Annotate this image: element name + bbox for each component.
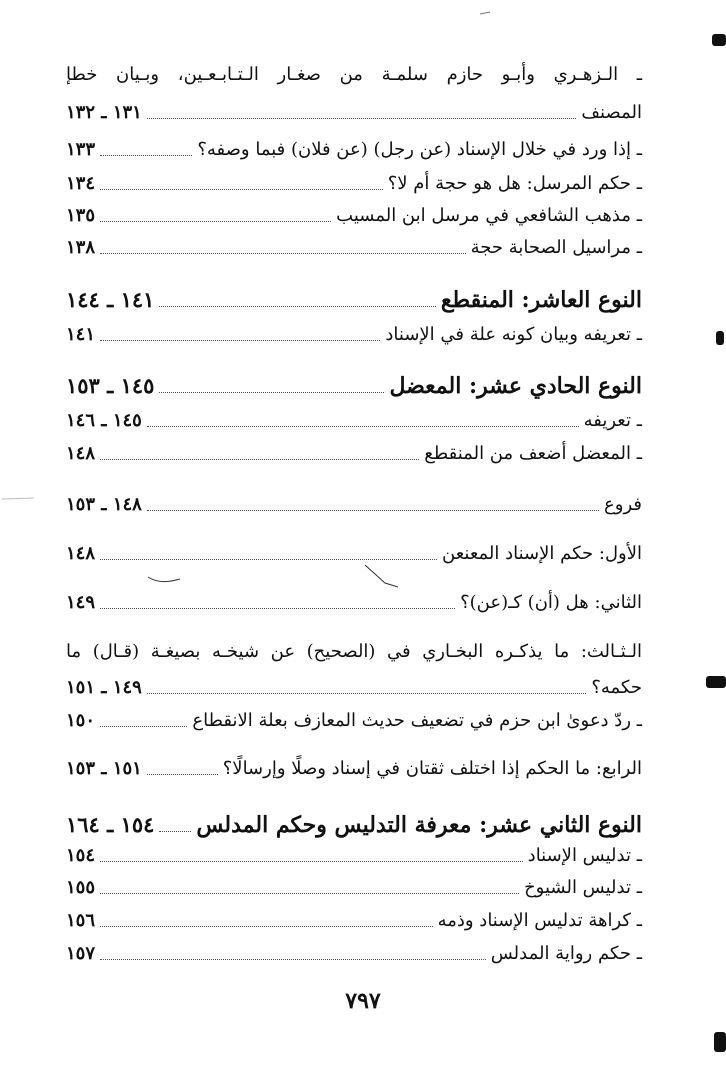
page-ref: ١٥١ ـ ١٥٣: [66, 758, 142, 779]
page-ref: ١٤٥ ـ ١٥٣: [66, 373, 155, 398]
toc-entry: [66, 943, 642, 964]
entry-text: ـ تدليس الإسناد: [527, 845, 642, 866]
dot-leader: [100, 861, 523, 862]
page-ref: ١٥٤: [66, 845, 96, 866]
page-ref: ١٣٤: [66, 173, 96, 194]
dot-leader: [100, 459, 419, 460]
page-ref: ١٥٥: [66, 877, 96, 898]
toc-section-heading: [66, 373, 642, 399]
toc-section-heading: [66, 812, 642, 838]
scan-edge-mark: [716, 331, 724, 345]
toc-entry: [66, 173, 642, 194]
margin-stroke: [0, 494, 40, 504]
dot-leader: [100, 253, 466, 254]
dot-leader: [100, 959, 486, 960]
entry-text: الثاني: هل (أن) كـ(عن)؟: [460, 592, 642, 613]
heading-text: النوع الحادي عشر: المعضل: [389, 373, 642, 399]
page-ref: ١٤٥ ـ ١٤٦: [66, 410, 142, 431]
toc-entry: [66, 677, 642, 698]
entry-text: ـ مراسيل الصحابة حجة: [470, 237, 642, 258]
heading-text: النوع الثاني عشر: معرفة التدليس وحكم المدلس: [196, 812, 642, 838]
toc-entry: [66, 758, 642, 779]
page-ref: ١٤٨: [66, 443, 96, 464]
toc-entry: [66, 494, 642, 515]
toc-entry: [66, 324, 642, 345]
entry-text: فروع: [604, 494, 642, 515]
dot-leader: [100, 608, 455, 609]
toc-entry: [66, 139, 642, 160]
page-ref: ١٥٧: [66, 943, 96, 964]
dot-leader: [147, 118, 577, 119]
entry-text: ـ حكم المرسل: هل هو حجة أم لا؟: [387, 173, 642, 194]
toc-entry-line: ـ الـزهـري وأبـو حازم سلمـة من صغـار الـتـابـعـين، وبـيان خطإ: [66, 64, 642, 85]
entry-text: ـ تعريفه: [583, 410, 642, 431]
dot-leader: [100, 926, 433, 927]
toc-entry: [66, 710, 642, 731]
dot-leader: [100, 155, 192, 156]
entry-text: ـ مذهب الشافعي في مرسل ابن المسيب: [336, 205, 642, 226]
page-ref: ١٤٩: [66, 592, 96, 613]
dot-leader: [147, 774, 218, 775]
scan-edge-mark: [712, 34, 726, 46]
page-ref: ١٤٨ ـ ١٥٣: [66, 494, 142, 515]
page-ref: ١٤١: [66, 324, 96, 345]
toc-entry: [66, 910, 642, 931]
toc-entry: [66, 877, 642, 898]
speck-mark: [478, 8, 498, 18]
page-ref: ١٥٤ ـ ١٦٤: [66, 812, 155, 837]
toc-entry: [66, 592, 642, 613]
heading-text: النوع العاشر: المنقطع: [440, 287, 642, 313]
toc-section-heading: [66, 287, 642, 313]
toc-entry: [66, 237, 642, 258]
toc-entry: [66, 205, 642, 226]
entry-text: المصنف: [581, 102, 642, 123]
entry-text: حكمه؟: [591, 677, 642, 698]
entry-text: ـ كراهة تدليس الإسناد وذمه: [437, 910, 642, 931]
dot-leader: [159, 306, 435, 307]
scan-edge-mark: [706, 676, 726, 688]
page-ref: ١٣٨: [66, 237, 96, 258]
entry-text: ـ المعضل أضعف من المنقطع: [424, 443, 642, 464]
page-ref: ١٣١ ـ ١٣٢: [66, 102, 142, 123]
dot-leader: [159, 392, 384, 393]
dot-leader: [100, 189, 383, 190]
page-ref: ١٣٣: [66, 139, 96, 160]
toc-entry: [66, 102, 642, 123]
scan-edge-mark: [714, 1032, 726, 1052]
page-ref: ١٤٩ ـ ١٥١: [66, 677, 142, 698]
dot-leader: [147, 693, 586, 694]
toc-entry: [66, 443, 642, 464]
dot-leader: [100, 726, 187, 727]
entry-text: ـ تعريفه وبيان كونه علة في الإسناد: [385, 324, 642, 345]
entry-text: ـ ردّ دعوىٰ ابن حزم في تضعيف حديث المعازف بعلة الانقطاع: [192, 710, 642, 731]
entry-text: ـ حكم رواية المدلس: [490, 943, 642, 964]
page-ref: ١٣٥: [66, 205, 96, 226]
entry-text: الرابع: ما الحكم إذا اختلف ثقتان في إسناد وصلًا وإرسالًا؟: [222, 758, 642, 779]
dot-leader: [100, 893, 519, 894]
toc-entry-line: الـثـالث: ما يذكـره البخـاري في (الصحيح) عن شيخـه بصيغـة (قـال) ما: [66, 641, 642, 662]
entry-text: الأول: حكم الإسناد المعنعن: [442, 543, 642, 564]
page-ref: ١٥٦: [66, 910, 96, 931]
dot-leader: [100, 221, 331, 222]
dot-leader: [147, 426, 579, 427]
page-number: ٧٩٧: [345, 988, 381, 1014]
dot-leader: [100, 340, 380, 341]
page-ref: ١٤٨: [66, 543, 96, 564]
dot-leader: [147, 510, 599, 511]
entry-text: ـ تدليس الشيوخ: [524, 877, 642, 898]
entry-text: ـ إذا ورد في خلال الإسناد (عن رجل) (عن فلان) فبما وصفه؟: [197, 139, 642, 160]
dot-leader: [159, 831, 191, 832]
page-ref: ١٤١ ـ ١٤٤: [66, 287, 155, 312]
toc-entry: [66, 845, 642, 866]
page-ref: ١٥٠: [66, 710, 96, 731]
pen-stroke-marks: [140, 555, 410, 595]
toc-entry: [66, 410, 642, 431]
